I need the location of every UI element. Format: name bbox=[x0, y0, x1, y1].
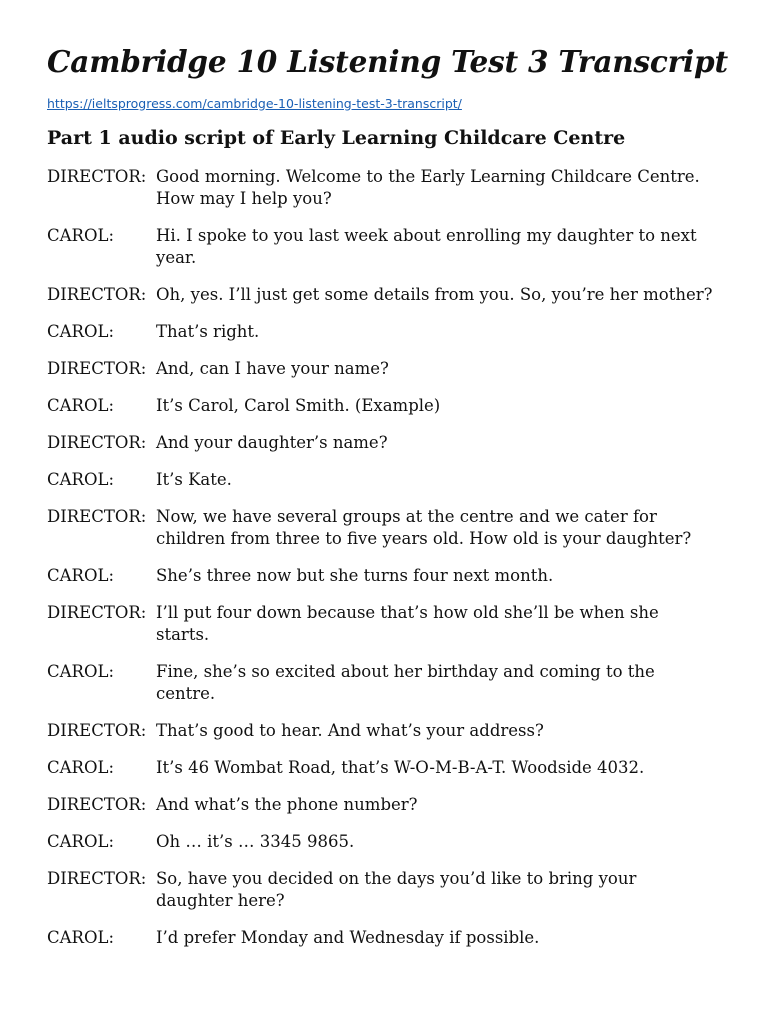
speech-text: Hi. I spoke to you last week about enrolling my daughter to next year. bbox=[156, 226, 697, 267]
speech-text: And your daughter’s name? bbox=[156, 433, 388, 452]
speech-text: I’ll put four down because that’s how old she’ll be when she starts. bbox=[156, 603, 659, 644]
speaker-label: CAROL: bbox=[47, 322, 115, 341]
speech-text: Oh … it’s … 3345 9865. bbox=[156, 832, 355, 851]
speaker-label: CAROL: bbox=[47, 470, 115, 489]
dialogue-line bbox=[47, 927, 727, 949]
speaker-label: DIRECTOR: bbox=[47, 433, 147, 452]
dialogue-line bbox=[47, 225, 727, 269]
dialogue-transcript bbox=[47, 166, 727, 949]
dialogue-line bbox=[47, 868, 727, 912]
speech-text: That’s right. bbox=[156, 322, 260, 341]
speaker-label: DIRECTOR: bbox=[47, 167, 147, 186]
dialogue-line bbox=[47, 284, 727, 306]
speaker-label: DIRECTOR: bbox=[47, 795, 147, 814]
dialogue-line bbox=[47, 720, 727, 742]
speech-text: That’s good to hear. And what’s your address? bbox=[156, 721, 544, 740]
speech-text: It’s Kate. bbox=[156, 470, 232, 489]
dialogue-line bbox=[47, 469, 727, 491]
dialogue-line bbox=[47, 321, 727, 343]
document-title: Cambridge 10 Listening Test 3 Transcript bbox=[47, 44, 728, 79]
speech-text: I’d prefer Monday and Wednesday if possible. bbox=[156, 928, 540, 947]
speaker-label: CAROL: bbox=[47, 566, 115, 585]
dialogue-line bbox=[47, 358, 727, 380]
speech-text: Good morning. Welcome to the Early Learning Childcare Centre. How may I help you? bbox=[156, 167, 700, 208]
dialogue-line bbox=[47, 831, 727, 853]
speech-text: So, have you decided on the days you’d like to bring your daughter here? bbox=[156, 869, 637, 910]
speech-text: She’s three now but she turns four next month. bbox=[156, 566, 554, 585]
dialogue-line bbox=[47, 794, 727, 816]
dialogue-line bbox=[47, 166, 727, 210]
speech-text: And, can I have your name? bbox=[156, 359, 389, 378]
speech-text: Fine, she’s so excited about her birthday and coming to the centre. bbox=[156, 662, 655, 703]
speaker-label: CAROL: bbox=[47, 928, 115, 947]
speech-text: Oh, yes. I’ll just get some details from you. So, you’re her mother? bbox=[156, 285, 713, 304]
speaker-label: DIRECTOR: bbox=[47, 285, 147, 304]
dialogue-line bbox=[47, 602, 727, 646]
source-link[interactable]: https://ieltsprogress.com/cambridge-10-listening-test-3-transcript/ bbox=[47, 96, 462, 111]
speech-text: It’s Carol, Carol Smith. (Example) bbox=[156, 396, 441, 415]
section-heading: Part 1 audio script of Early Learning Childcare Centre bbox=[47, 127, 626, 149]
speaker-label: CAROL: bbox=[47, 832, 115, 851]
speaker-label: CAROL: bbox=[47, 758, 115, 777]
dialogue-line bbox=[47, 395, 727, 417]
speaker-label: DIRECTOR: bbox=[47, 359, 147, 378]
speaker-label: DIRECTOR: bbox=[47, 721, 147, 740]
speaker-label: CAROL: bbox=[47, 396, 115, 415]
dialogue-line bbox=[47, 757, 727, 779]
document-page bbox=[47, 38, 727, 964]
speech-text: And what’s the phone number? bbox=[156, 795, 418, 814]
dialogue-line bbox=[47, 565, 727, 587]
dialogue-line bbox=[47, 661, 727, 705]
speaker-label: DIRECTOR: bbox=[47, 507, 147, 526]
speech-text: It’s 46 Wombat Road, that’s W-O-M-B-A-T. Woodside 4032. bbox=[156, 758, 645, 777]
dialogue-line bbox=[47, 432, 727, 454]
speech-text: Now, we have several groups at the centre and we cater for children from three to five years old. How old is your daughter? bbox=[156, 507, 692, 548]
speaker-label: CAROL: bbox=[47, 662, 115, 681]
dialogue-line bbox=[47, 506, 727, 550]
speaker-label: DIRECTOR: bbox=[47, 603, 147, 622]
speaker-label: CAROL: bbox=[47, 226, 115, 245]
speaker-label: DIRECTOR: bbox=[47, 869, 147, 888]
